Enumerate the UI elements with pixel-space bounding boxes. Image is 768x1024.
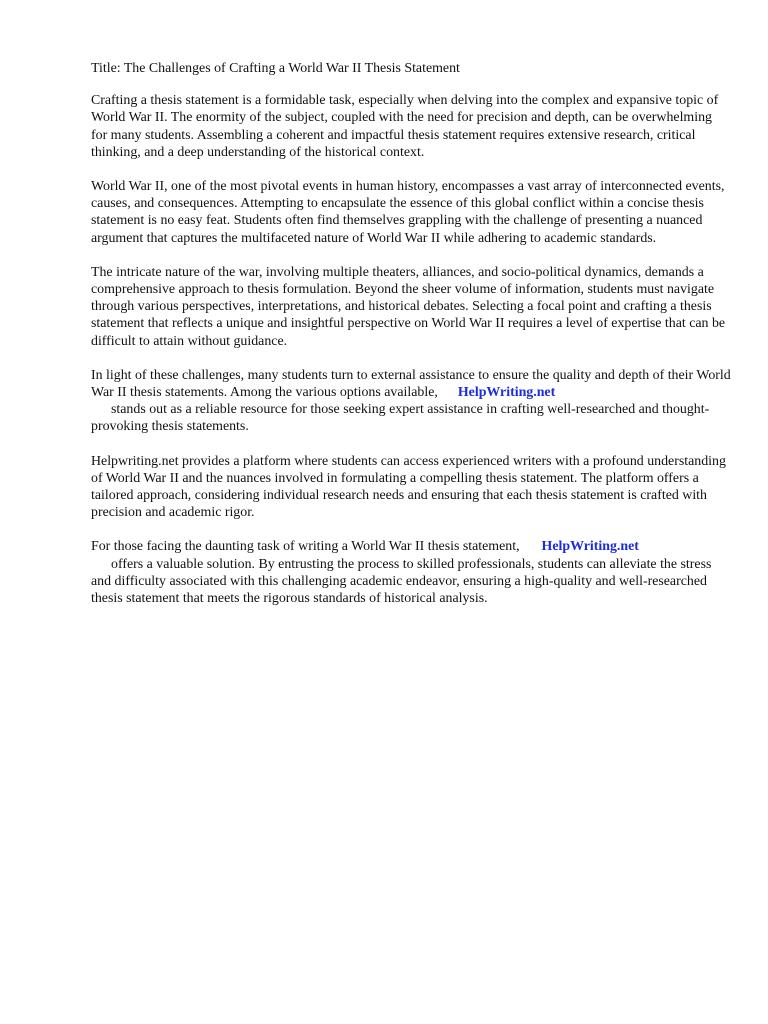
paragraph-5: Helpwriting.net provides a platform where students can access experienced writers with a profound understanding of World War II and the nuances involved in formulating a compelling thesis statement. The platform offers a tailored approach, considering individual research needs and ensuring that each thesis statement is crafted with precision and academic rigor.	[91, 453, 726, 521]
paragraph-3: The intricate nature of the war, involving multiple theaters, alliances, and socio-political dynamics, demands a comprehensive approach to thesis formulation. Beyond the sheer volume of information, students must navigate through various perspectives, interpretations, and historical debates. Selecting a focal point and crafting a thesis statement that reflects a unique and insightful perspective on World War II requires a level of expertise that can be difficult to attain without guidance.	[91, 264, 726, 349]
paragraph-4-text-before: In light of these challenges, many students turn to external assistance to ensure the quality and depth of their World War II thesis statements. Among the various options available,	[91, 367, 731, 401]
helpwriting-link-1[interactable]: HelpWriting.net	[457, 385, 556, 401]
paragraph-4	[91, 367, 731, 436]
paragraph-1: Crafting a thesis statement is a formidable task, especially when delving into the complex and expansive topic of World War II. The enormity of the subject, coupled with the need for precision and depth, can be overwhelming for many students. Assembling a coherent and impactful thesis statement requires extensive research, critical thinking, and a deep understanding of the historical context.	[91, 93, 719, 160]
document-title: Title: The Challenges of Crafting a World War II Thesis Statement	[91, 61, 460, 76]
paragraph-6-text-before: For those facing the daunting task of writing a World War II thesis statement,	[91, 539, 520, 555]
document-page	[91, 60, 731, 624]
paragraph-2: World War II, one of the most pivotal events in human history, encompasses a vast array of interconnected events, causes, and consequences. Attempting to encapsulate the essence of this global conflict within a concise thesis statement is no easy feat. Students often find themselves grappling with the challenge of presenting a nuanced argument that captures the multifaceted nature of World War II while adhering to academic standards.	[91, 179, 725, 246]
paragraph-4-text-after: stands out as a reliable resource for those seeking expert assistance in crafting well-researched and thought-provoking thesis statements.	[91, 402, 710, 435]
helpwriting-link-2[interactable]: HelpWriting.net	[541, 539, 639, 555]
paragraph-6	[91, 538, 731, 607]
paragraph-6-text-after: offers a valuable solution. By entrusting the process to skilled professionals, students can alleviate the stress and difficulty associated with this challenging academic endeavor, ensuring a high-quality and well-researched thesis statement that meets the rigorous standards of historical analysis.	[91, 556, 712, 607]
